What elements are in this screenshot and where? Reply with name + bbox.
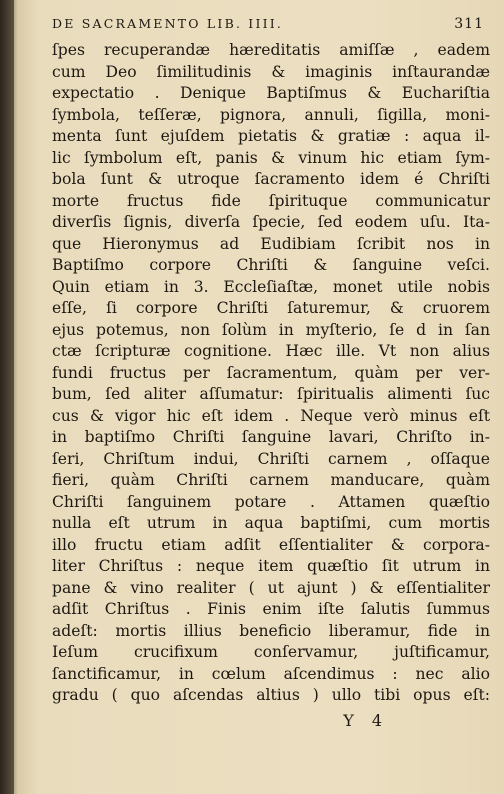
text-line: in baptiſmo Chriſti ſanguine lavari, Chriſto in-: [52, 428, 490, 446]
text-line: expectatio . Denique Baptiſmus & Euchariſtia: [52, 84, 490, 102]
text-line: pane & vino realiter ( ut ajunt ) & eſſentialiter: [52, 578, 490, 597]
running-title: DE SACRAMENTO LIB. IIII.: [52, 16, 284, 31]
text-line: Baptiſmo corpore Chriſti & ſanguine veſci.: [52, 256, 490, 274]
text-line: fieri, quàm Chriſti carnem manducare, quàm: [52, 471, 490, 489]
text-line: Ieſum crucifixum conſervamur, juſtificamur,: [52, 643, 490, 661]
text-line: adſit Chriſtus . Finis enim iſte ſalutis ſummus: [52, 600, 490, 618]
text-line: cum Deo ſimilitudinis & imaginis inſtaurandæ: [52, 62, 490, 81]
text-line: cus & vigor hic eſt idem . Neque verò minus eſt: [52, 406, 490, 425]
text-line: lic ſymbolum eſt, panis & vinum hic etiam ſym-: [52, 148, 490, 167]
page-header: [52, 16, 490, 40]
signature-mark: Y: [343, 710, 354, 730]
text-line: ejus potemus, non ſolùm in myſterio, ſe d in ſan: [52, 320, 490, 339]
text-line: fundi fructus per ſacramentum, quàm per ver-: [52, 363, 490, 382]
text-line: menta ſunt ejuſdem pietatis & gratiæ : aqua il-: [52, 127, 490, 145]
text-line: bola ſunt & utroque ſacramento idem é Chriſti: [52, 170, 490, 188]
text-line: Chriſti ſanguinem potare . Attamen quæſtio: [52, 492, 490, 511]
text-line: morte fructus fide ſpirituque communicatur: [52, 191, 490, 210]
text-line: ſanctificamur, in cœlum aſcendimus : nec alio: [52, 664, 490, 683]
text-line: que Hieronymus ad Eudibiam ſcribit nos in: [52, 234, 490, 253]
text-line: eſſe, ſi corpore Chriſti ſaturemur, & cruorem: [52, 299, 490, 317]
signature-number: 4: [371, 710, 382, 730]
text-line: bum, ſed aliter aſſumatur: ſpiritualis alimenti ſuc: [52, 385, 490, 403]
text-line: illo fructu etiam adſit eſſentialiter & corpora-: [52, 535, 490, 554]
text-line: gradu ( quo aſcendas altius ) ullo tibi opus eſt:: [52, 686, 490, 704]
page-footer: [52, 711, 490, 730]
body-text: [52, 40, 490, 707]
book-spine-shadow: [0, 0, 14, 794]
text-line: ctæ ſcripturæ cognitione. Hæc ille. Vt non alius: [52, 342, 490, 360]
page-number: 311: [454, 16, 484, 32]
text-line: Quin etiam in 3. Eccleſiaſtæ, monet utile nobis: [52, 277, 490, 296]
text-line: diverſis ſignis, diverſa ſpecie, ſed eodem uſu. Ita-: [52, 213, 490, 231]
text-line: ſeri, Chriſtum indui, Chriſti carnem , oſſaque: [52, 449, 490, 468]
text-line: adeſt: mortis illius beneficio liberamur, fide in: [52, 621, 490, 640]
text-line: nulla eſt utrum in aqua baptiſmi, cum mortis: [52, 514, 490, 532]
text-line: liter Chriſtus : neque item quæſtio ſit utrum in: [52, 557, 490, 575]
text-line: ſymbola, teſſeræ, pignora, annuli, ſigilla, moni-: [52, 105, 490, 124]
text-line: ſpes recuperandæ hæreditatis amiſſæ , eadem: [52, 41, 490, 59]
text-block: [52, 16, 490, 730]
